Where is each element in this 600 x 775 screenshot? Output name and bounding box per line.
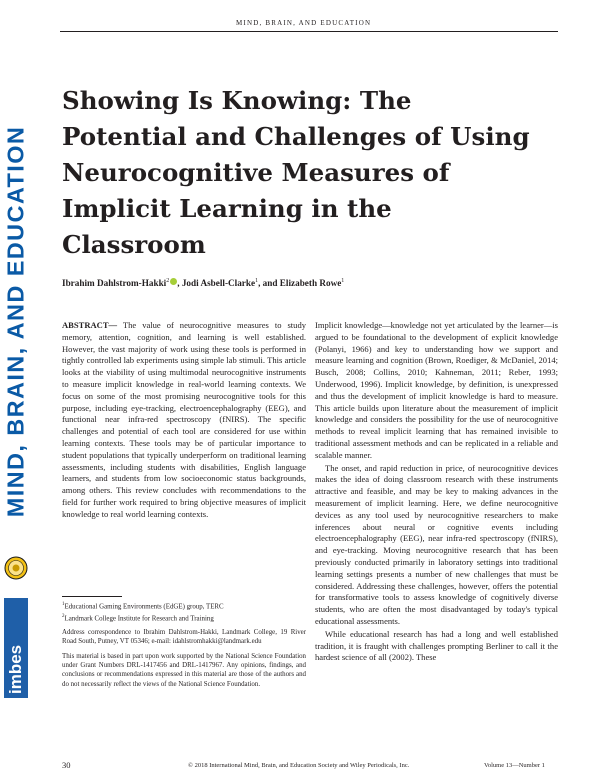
copyright-notice: © 2018 International Mind, Brain, and Education Society and Wiley Periodicals, Inc.	[188, 762, 410, 769]
affiliation-marker: 1	[341, 278, 345, 284]
funding-footnote: This material is based in part upon work supported by the National Science Foundation under Grant Numbers DRL-1417456 and DRL-1417967. Any opinions, findings, and conclusions or recommendations expressed in this material are those of the authors and do not necessarily reflect the views of the National Science Foundation.	[62, 652, 306, 688]
imbes-logo-text: imbes	[6, 644, 25, 694]
body-paragraph: While educational research has had a long and well established tradition, it is fraught with challenges prompting Berliner to call it the hardest science of all (2002). These	[315, 628, 558, 663]
abstract-text: The value of neurocognitive measures to study memory, attention, cognition, and learning is well established. However, the vast majority of work using these tools is performed in tightly controlled lab experiments using simple lab stimuli. This article looks at the viability of using multimodal neurocognitive instruments to measure implicit knowledge in real-world learning contexts. We focus on some of the most promising neurocognitive tools for this purpose, including eye-tracking, electroencephalography (EEG), and functional near infra-red spectroscopy (fNIRS). The specific challenges and potential of each tool are considered for use within learning contexts. These tools may be of particular importance to student populations that typically underperform on traditional learning assessments, including students with disabilities, English language learners, and students from low socioeconomic status backgrounds, among others. This review concludes with recommendations to the field for further work required to bring objective measures of implicit knowledge to real world learning contexts.	[62, 320, 306, 519]
side-banner	[4, 96, 28, 546]
article-title: Showing Is Knowing: The Potential and Challenges of Using Neurocognitive Measures of Implicit Learning in the Classroom	[62, 86, 530, 259]
society-seal-icon	[4, 556, 28, 580]
footnote-divider	[62, 596, 122, 597]
abstract-label: ABSTRACT—	[62, 320, 118, 330]
body-paragraph: Implicit knowledge—knowledge not yet articulated by the learner—is argued to be foundational to the development of explicit knowledge (Polanyi, 1966) and key to understanding how we support and measure learning and cognition (Brown, Roediger, & McDaniel, 2014; Busch, 2008; Collins, 2010; Kahneman, 2011; Reber, 1993; Underwood, 1996). Implicit knowledge, by definition, is unexpressed and thus the development of implicit knowledge is hard to measure. This article builds upon literature about the measurement of implicit knowledge and considers the possibility for the use of neurocognitive methods to reveal implicit learning that has remained invisible to traditional assessment methods and can be replicated in a reliable and scalable manner.	[315, 320, 558, 460]
author-list	[62, 278, 344, 288]
imbes-logo	[4, 598, 28, 698]
author-separator: ,	[177, 278, 182, 289]
author-name: Elizabeth Rowe	[279, 278, 342, 289]
author-name: Jodi Asbell-Clarke	[181, 278, 256, 289]
abstract	[62, 320, 306, 521]
volume-info: Volume 13—Number 1	[484, 762, 545, 769]
body-paragraph: The onset, and rapid reduction in price, of neurocognitive devices makes the idea of doing classroom research with these instruments attractive and feasible, and may be key to making advances in the measurement of implicit learning. Here, we define neurocognitive devices as any tool used by neurocognitive researchers to make inferences about neural or cognitive events including electroencephalography (EEG), near infra-red spectroscopy (fNIRS), and eye-tracking. Moving neurocognitive research that has been previously conducted primarily in laboratory settings into traditional learning settings presents a number of new challenges that must be considered. Addressing these challenges, however, offers the potential for transformative tools to assess knowledge of cognitively diverse students, who are often the most disadvantaged by today's typical educational assessments.	[315, 462, 558, 626]
correspondence-footnote: Address correspondence to Ibrahim Dahlstrom-Hakki, Landmark College, 19 River Road South, Putney, VT 05346; e-mail: idahlstromhakki@landmark.edu	[62, 629, 306, 646]
page-number: 30	[62, 760, 71, 770]
author-separator: , and	[258, 278, 280, 289]
affiliation-footnote: $^1$Educational Gaming Environments (EdGE) group, TERC	[62, 602, 224, 611]
affiliation-marker: 2	[166, 278, 170, 284]
body-column	[315, 320, 558, 664]
side-banner-text: MIND, BRAIN, AND EDUCATION	[2, 125, 29, 517]
footnotes	[62, 600, 306, 689]
affiliation-footnote: $^2$Landmark College Institute for Research and Training	[62, 613, 214, 622]
header-divider	[60, 31, 558, 32]
journal-running-header: MIND, BRAIN, AND EDUCATION	[236, 19, 372, 27]
author-name: Ibrahim Dahlstrom-Hakki	[62, 278, 167, 289]
affiliation-marker: 1	[255, 278, 259, 284]
abstract-column	[62, 320, 306, 521]
